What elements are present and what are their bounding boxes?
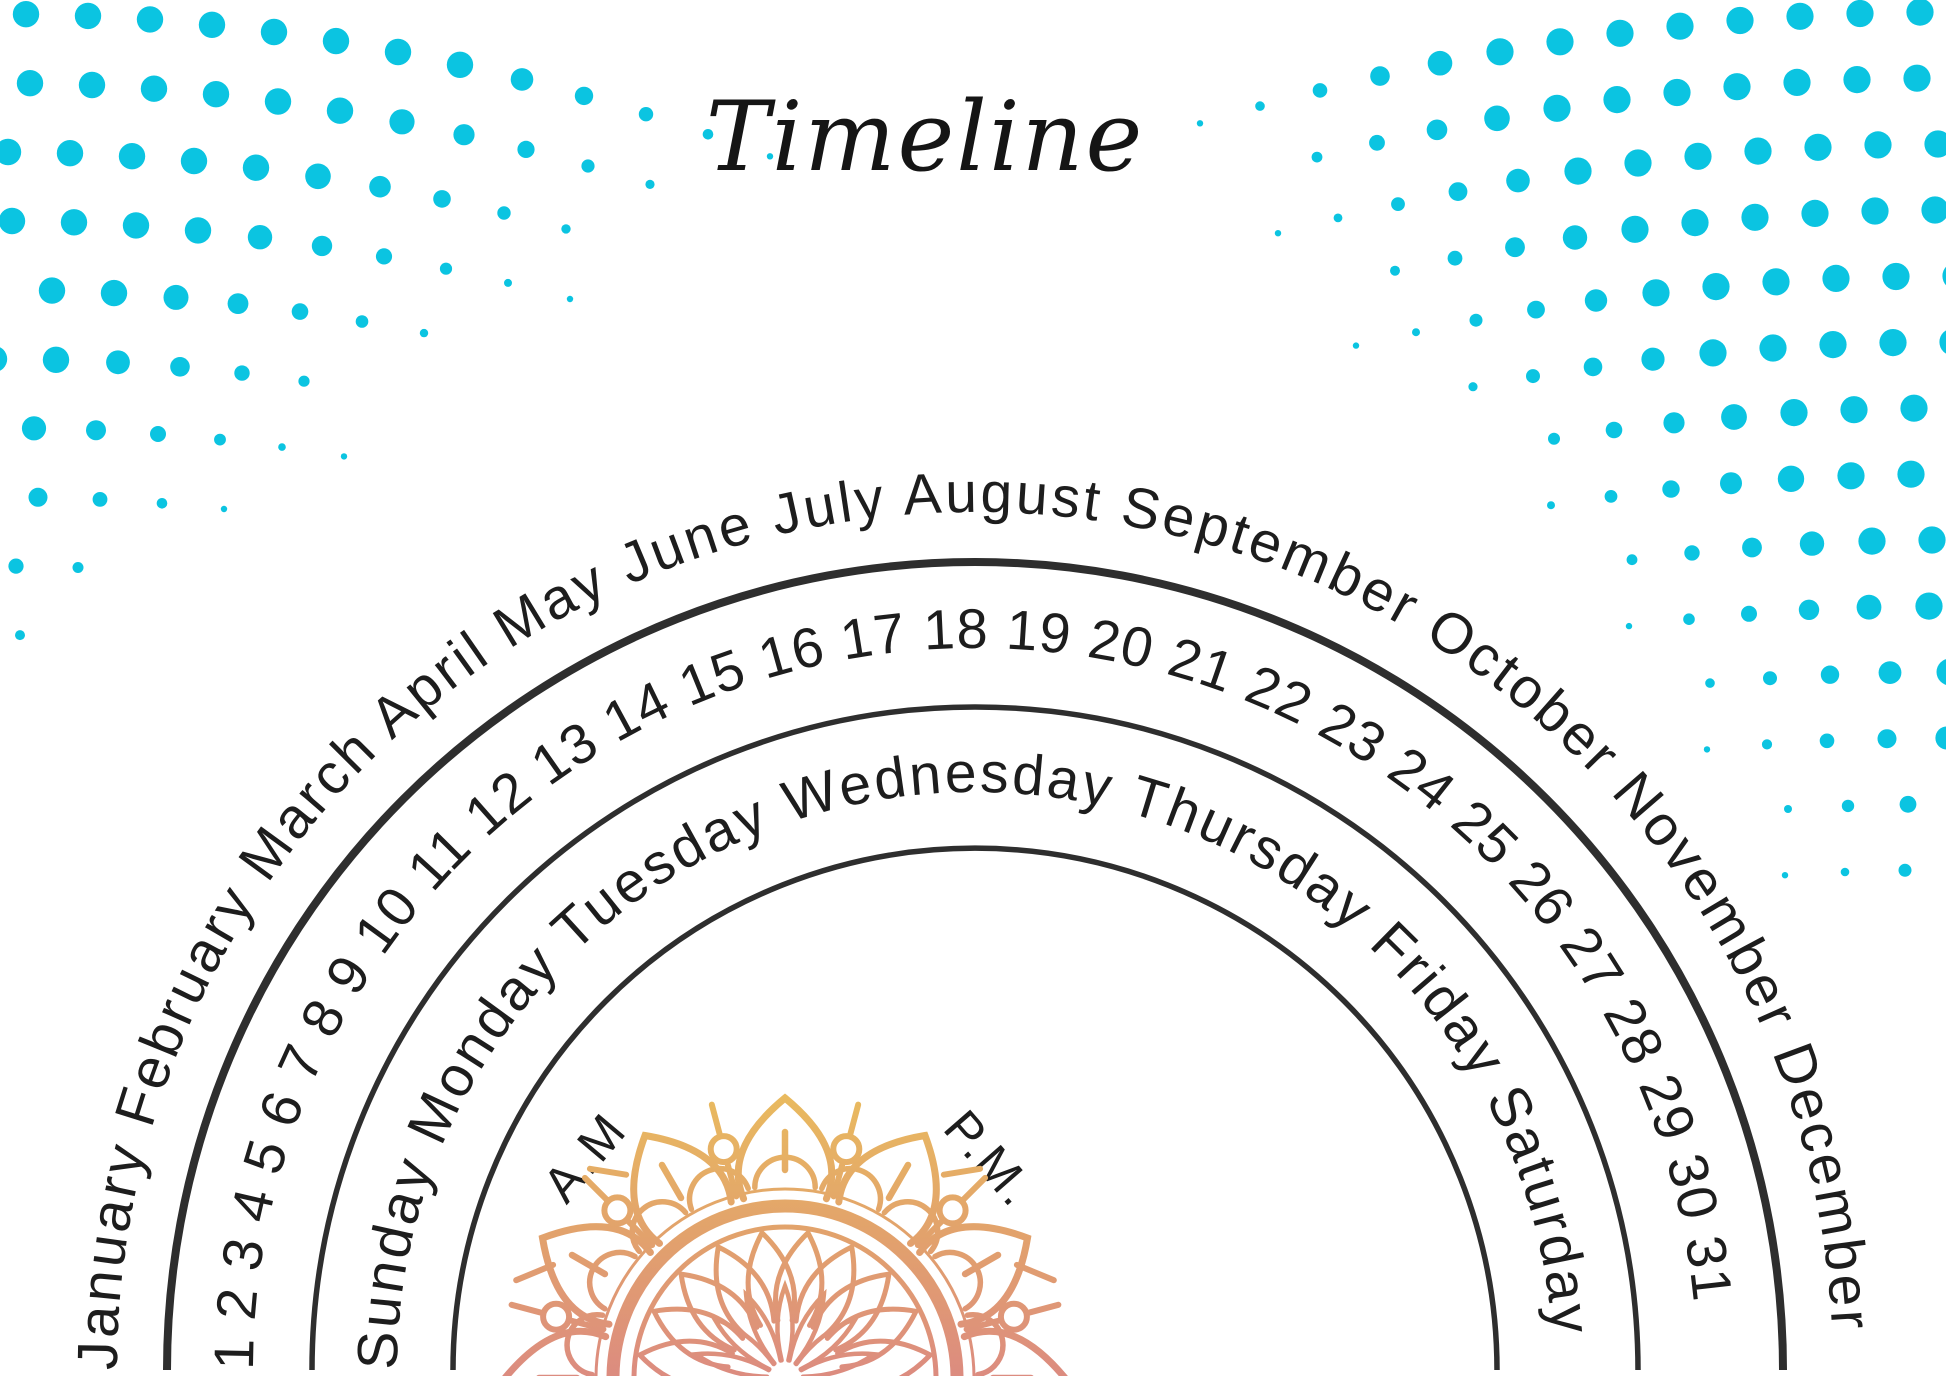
page-title: Timeline <box>705 81 1145 193</box>
pm-label: P.M. <box>933 1099 1047 1219</box>
am-label: A.M <box>532 1101 638 1213</box>
day-numbers-ring-label: 1 2 3 4 5 6 7 8 9 10 11 12 13 14 15 16 17 18 19 20 21 22 23 24 25 26 27 28 29 30 31 <box>201 596 1745 1371</box>
weekdays-ring-label: Sunday Monday Tuesday Wednesday Thursday Friday Saturday <box>345 740 1603 1371</box>
months-ring-label: January February March April May June July August September October November December <box>65 460 1884 1371</box>
